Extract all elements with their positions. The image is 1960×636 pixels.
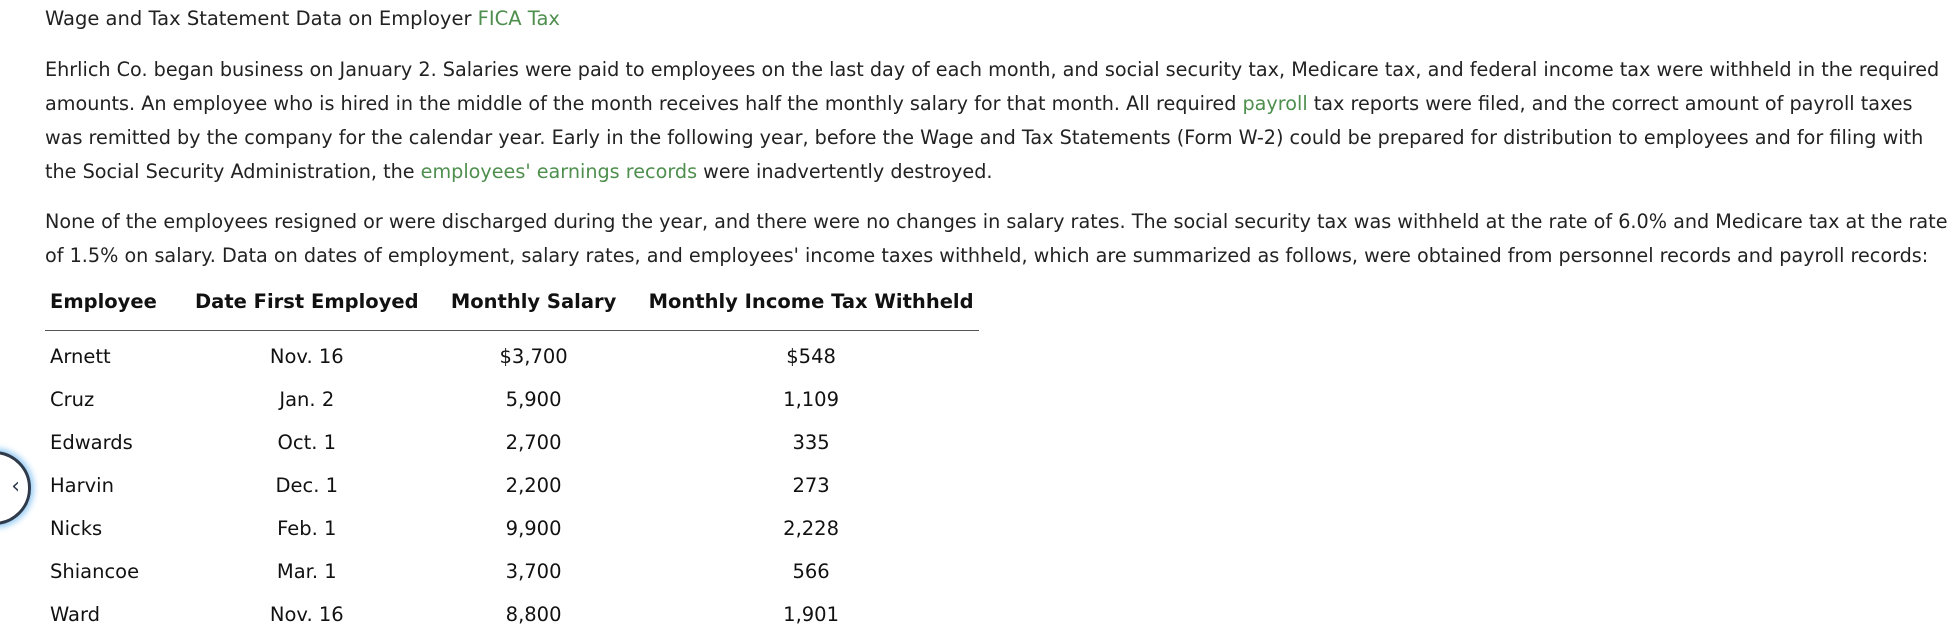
cell-tax: 2,228 [783,517,839,540]
table-row [45,507,979,550]
employee-data-table [45,284,979,636]
intro-line-2-start: amounts. An employee who is hired in the middle of the month receives half the monthly salary for that month. All required [45,92,1243,115]
table-row [45,331,979,379]
intro-line-4-start: the Social Security Administration, the [45,160,421,183]
cell-date: Oct. 1 [277,431,337,454]
cell-employee: Shiancoe [50,560,140,583]
cell-salary: $3,700 [499,345,568,368]
table-row [45,464,979,507]
cell-date: Nov. 16 [269,603,344,626]
intro-line-4 [45,155,1957,189]
cell-employee: Nicks [50,517,103,540]
cell-tax: 1,901 [783,603,839,626]
table-header-row [45,284,979,331]
cell-salary: 2,200 [505,474,562,497]
intro-line-2 [45,87,1957,121]
cell-employee: Cruz [50,388,95,411]
cell-tax: 566 [792,560,830,583]
header-date-first-employed: Date First Employed [190,284,424,331]
cell-tax: 273 [792,474,830,497]
cell-employee: Harvin [50,474,114,497]
cell-tax: 335 [792,431,830,454]
cell-date: Nov. 16 [269,345,344,368]
details-line-2: of 1.5% on salary. Data on dates of employment, salary rates, and employees' income taxes withheld, which are summarized as follows, were obtained from personnel records and payroll records: [45,244,1929,267]
table-row [45,550,979,593]
cell-date: Jan. 2 [279,388,335,411]
intro-line-4-end: were inadvertently destroyed. [697,160,993,183]
cell-date: Dec. 1 [275,474,339,497]
cell-tax: $548 [786,345,836,368]
cell-salary: 8,800 [505,603,562,626]
cell-employee: Arnett [50,345,111,368]
page-title [45,6,560,32]
cell-employee: Edwards [50,431,133,454]
table-row [45,593,979,636]
header-employee: Employee [45,284,190,331]
cell-salary: 9,900 [505,517,562,540]
intro-paragraph [45,53,1957,189]
header-monthly-salary: Monthly Salary [424,284,644,331]
intro-line-1: Ehrlich Co. began business on January 2. Salaries were paid to employees on the last day of each month, and social security tax, Medicare tax, and federal income tax were withheld in the required [45,58,1940,81]
table-row [45,378,979,421]
cell-salary: 2,700 [505,431,562,454]
cell-employee: Ward [50,603,101,626]
fica-tax-link[interactable]: FICA Tax [477,7,560,30]
payroll-link[interactable]: payroll [1242,92,1308,115]
header-monthly-income-tax: Monthly Income Tax Withheld [644,284,979,331]
cell-salary: 5,900 [505,388,562,411]
details-paragraph [45,205,1957,273]
previous-nav-button[interactable] [0,451,31,525]
chevron-left-icon: ‹ [11,474,20,499]
cell-date: Feb. 1 [277,517,337,540]
intro-line-3: was remitted by the company for the calendar year. Early in the following year, before the Wage and Tax Statements (Form W-2) could be prepared for distribution to employees and for filing with [45,126,1924,149]
table-row [45,421,979,464]
details-line-1: None of the employees resigned or were discharged during the year, and there were no changes in salary rates. The social security tax was withheld at the rate of 6.0% and Medicare tax at the rate [45,210,1948,233]
cell-salary: 3,700 [505,560,562,583]
intro-line-2-end: tax reports were filed, and the correct amount of payroll taxes [1307,92,1913,115]
cell-tax: 1,109 [783,388,839,411]
cell-date: Mar. 1 [276,560,337,583]
employees-earnings-records-link[interactable]: employees' earnings records [420,160,698,183]
title-text: Wage and Tax Statement Data on Employer [45,7,478,30]
